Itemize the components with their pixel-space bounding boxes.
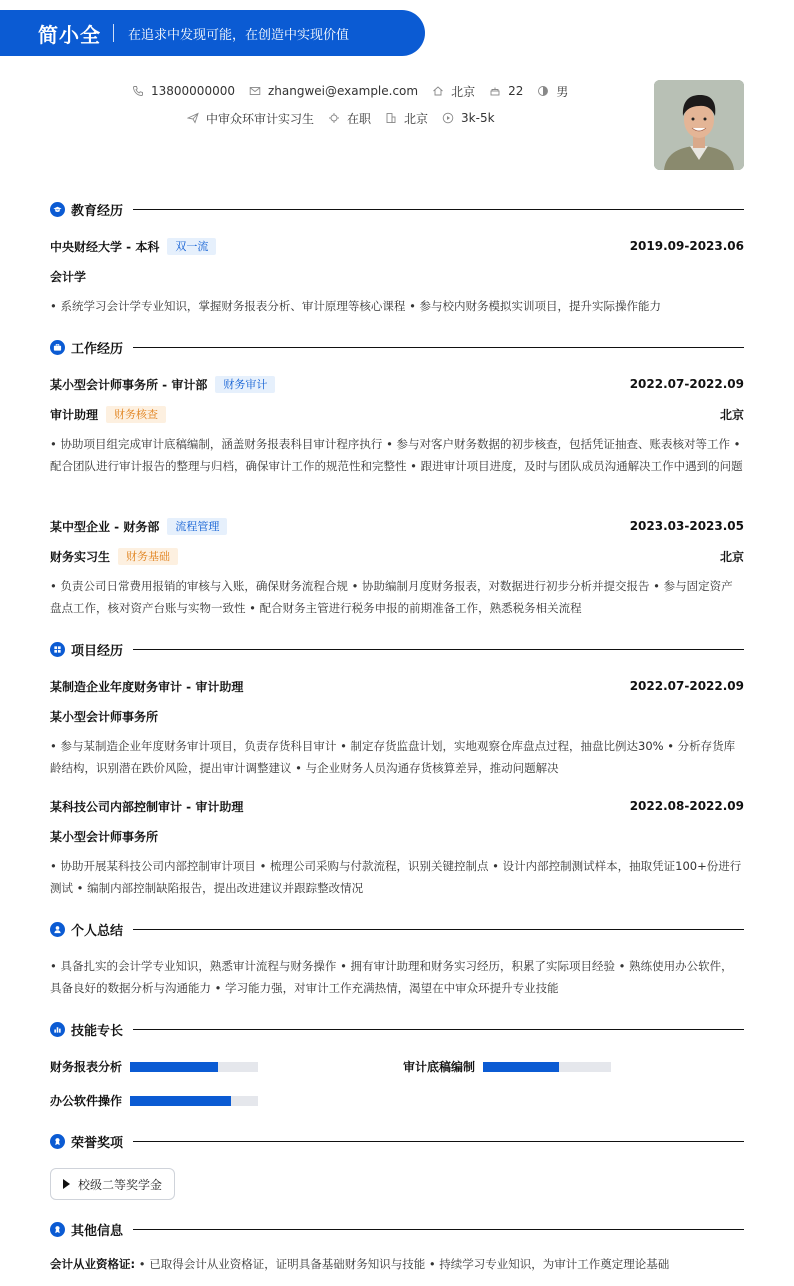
- work-1-desc: • 协助项目组完成审计底稿编制，涵盖财务报表科目审计程序执行 • 参与对客户财务数据的初步核查，包括凭证抽查、账表核对等工作 • 配合团队进行审计报告的整理与归档，确保审计工作的规范性和完整性 • 跟进审计项目进度，及时与团队成员沟通解决工作中遇到的问题: [50, 437, 743, 473]
- work-2-tag: 流程管理: [167, 518, 227, 535]
- school-tag: 双一流: [167, 238, 216, 255]
- work-2-period: 2023.03-2023.05: [629, 519, 744, 533]
- other-text: • 已取得会计从业资格证，证明具备基础财务知识与技能 • 持续学习专业知识，为审计工作奠定理论基础: [138, 1257, 670, 1271]
- education-major-row: [50, 266, 744, 286]
- section-title-honors: 荣誉奖项: [71, 1135, 124, 1151]
- skill-bar: [130, 1062, 258, 1072]
- section-title-other: 其他信息: [71, 1223, 124, 1239]
- work-1-period: 2022.07-2022.09: [629, 377, 744, 391]
- building-icon: [385, 112, 397, 124]
- section-divider: [133, 929, 744, 930]
- work-2-company: 某中型企业 - 财务部: [50, 519, 160, 534]
- section-divider: [133, 649, 744, 650]
- section-divider: [133, 1029, 744, 1030]
- project-1-period: 2022.07-2022.09: [629, 679, 744, 693]
- work-1-company: 某小型会计师事务所 - 审计部: [50, 377, 208, 392]
- phone-value: 13800000000: [151, 84, 235, 98]
- intent-salary: [442, 111, 495, 125]
- location-value: 北京: [451, 84, 476, 99]
- skill-bar: [483, 1062, 611, 1072]
- school-name: 中央财经大学 - 本科: [50, 239, 160, 254]
- salary-value: 3k-5k: [461, 111, 495, 125]
- honor-label: 校级二等奖学金: [78, 1177, 163, 1192]
- section-title-work: 工作经历: [71, 341, 124, 357]
- honor-item: [50, 1168, 175, 1200]
- section-title-education: 教育经历: [71, 203, 124, 219]
- bar-chart-icon: [50, 1022, 65, 1037]
- work-1-role: 审计助理: [50, 407, 99, 422]
- contact-location: [432, 83, 475, 100]
- section-honors: [50, 1131, 744, 1151]
- project-2-header: [50, 796, 744, 816]
- skill-bar-fill: [483, 1062, 559, 1072]
- gender-value: 男: [556, 84, 569, 99]
- work-2-city: 北京: [719, 549, 744, 564]
- play-circle-icon: [442, 112, 454, 124]
- age-value: 22: [508, 84, 524, 98]
- send-icon: [187, 112, 199, 124]
- contact-age: [489, 84, 523, 98]
- award-icon: [50, 1134, 65, 1149]
- email-value: zhangwei@example.com: [267, 84, 419, 98]
- project-1-desc: • 参与某制造企业年度财务审计项目，负责存货科目审计 • 制定存货监盘计划，实地观察仓库盘点过程，抽盘比例达30% • 分析存货库龄结构，识别潜在跌价风险，提出审计调整建议 • 与企业财务人员沟通存货核算差异，推动问题解决: [50, 739, 736, 775]
- section-work: [50, 337, 744, 357]
- mail-icon: [249, 85, 261, 97]
- grid-icon: [50, 642, 65, 657]
- skill-name: 办公软件操作: [50, 1094, 123, 1108]
- award-icon: [50, 1222, 65, 1237]
- section-divider: [133, 1229, 744, 1230]
- header-slogan: 在追求中发现可能，在创造中实现价值: [128, 27, 350, 43]
- skill-bar-fill: [130, 1096, 231, 1106]
- skill-name: 审计底稿编制: [403, 1060, 476, 1074]
- project-2-period: 2022.08-2022.09: [629, 799, 744, 813]
- skill-bar: [130, 1096, 258, 1106]
- skill-item: [403, 1058, 611, 1075]
- work-1-role-tag: 财务核查: [106, 406, 166, 423]
- section-divider: [133, 347, 744, 348]
- section-title-summary: 个人总结: [71, 923, 124, 939]
- project-2-title: 某科技公司内部控制审计 - 审计助理: [50, 799, 244, 814]
- work-2-role-row: [50, 546, 744, 566]
- section-education: [50, 199, 744, 219]
- summary-text: • 具备扎实的会计学专业知识，熟悉审计流程与财务操作 • 拥有审计助理和财务实习经历，积累了实际项目经验 • 熟练使用办公软件，具备良好的数据分析与沟通能力 • 学习能力强，对审计工作充满热情，渴望在中审众环提升专业技能: [50, 959, 733, 995]
- contact-email: [249, 84, 418, 98]
- skill-name: 财务报表分析: [50, 1060, 123, 1074]
- major: 会计学: [50, 269, 87, 284]
- work-2-role-tag: 财务基础: [118, 548, 178, 565]
- gender-icon: [537, 85, 549, 97]
- header-banner: [0, 10, 425, 56]
- other-info-row: [50, 1256, 744, 1272]
- work-1-header: [50, 374, 744, 394]
- project-1-header: [50, 676, 744, 696]
- project-1-title: 某制造企业年度财务审计 - 审计助理: [50, 679, 244, 694]
- contact-row: [132, 82, 582, 100]
- avatar: [654, 80, 744, 170]
- section-projects: [50, 639, 744, 659]
- work-2-role: 财务实习生: [50, 549, 111, 564]
- contact-phone: [132, 84, 235, 98]
- work-1-role-row: [50, 404, 744, 424]
- status-value: 在职: [347, 111, 372, 126]
- target-value: 中审众环审计实习生: [206, 111, 315, 126]
- work-1-tag: 财务审计: [215, 376, 275, 393]
- skill-bar-fill: [130, 1062, 218, 1072]
- header-divider: [113, 24, 114, 42]
- skill-item: [50, 1058, 258, 1075]
- graduation-cap-icon: [50, 202, 65, 217]
- user-icon: [50, 922, 65, 937]
- education-desc: • 系统学习会计学专业知识，掌握财务报表分析、审计原理等核心课程 • 参与校内财务模拟实训项目，提升实际操作能力: [50, 299, 662, 313]
- section-skills: [50, 1019, 744, 1039]
- work-2-desc: • 负责公司日常费用报销的审核与入账，确保财务流程合规 • 协助编制月度财务报表，对数据进行初步分析并提交报告 • 参与固定资产盘点工作，核对资产台账与实物一致性 • 配合财务主管进行税务申报的前期准备工作，熟悉税务相关流程: [50, 579, 733, 615]
- project-1-org-row: [50, 706, 744, 726]
- triangle-right-icon: [63, 1179, 70, 1189]
- project-1-org: 某小型会计师事务所: [50, 709, 159, 724]
- work-2-header: [50, 516, 744, 536]
- intent-status: [328, 110, 371, 127]
- education-period: 2019.09-2023.06: [629, 239, 744, 253]
- cake-icon: [489, 85, 501, 97]
- phone-icon: [132, 85, 144, 97]
- section-summary: [50, 919, 744, 939]
- section-divider: [133, 1141, 744, 1142]
- project-2-desc: • 协助开展某科技公司内部控制审计项目 • 梳理公司采购与付款流程，识别关键控制点 • 设计内部控制测试样本，抽取凭证100+份进行测试 • 编制内部控制缺陷报告，提出改进建议并跟踪整改情况: [50, 859, 742, 895]
- status-icon: [328, 112, 340, 124]
- other-label: 会计从业资格证:: [50, 1257, 136, 1271]
- section-other: [50, 1219, 744, 1239]
- education-header: [50, 236, 744, 256]
- home-icon: [432, 85, 444, 97]
- briefcase-icon: [50, 340, 65, 355]
- job-intent-row: [187, 109, 509, 127]
- section-title-projects: 项目经历: [71, 643, 124, 659]
- contact-gender: [537, 83, 568, 100]
- work-1-city: 北京: [719, 407, 744, 422]
- section-divider: [133, 209, 744, 210]
- skill-item: [50, 1092, 258, 1109]
- intent-target: [187, 110, 314, 127]
- intent-city: [385, 110, 428, 127]
- project-2-org-row: [50, 826, 744, 846]
- project-2-org: 某小型会计师事务所: [50, 829, 159, 844]
- candidate-name: 简小全: [38, 22, 101, 47]
- city-value: 北京: [404, 111, 429, 126]
- section-title-skills: 技能专长: [71, 1023, 124, 1039]
